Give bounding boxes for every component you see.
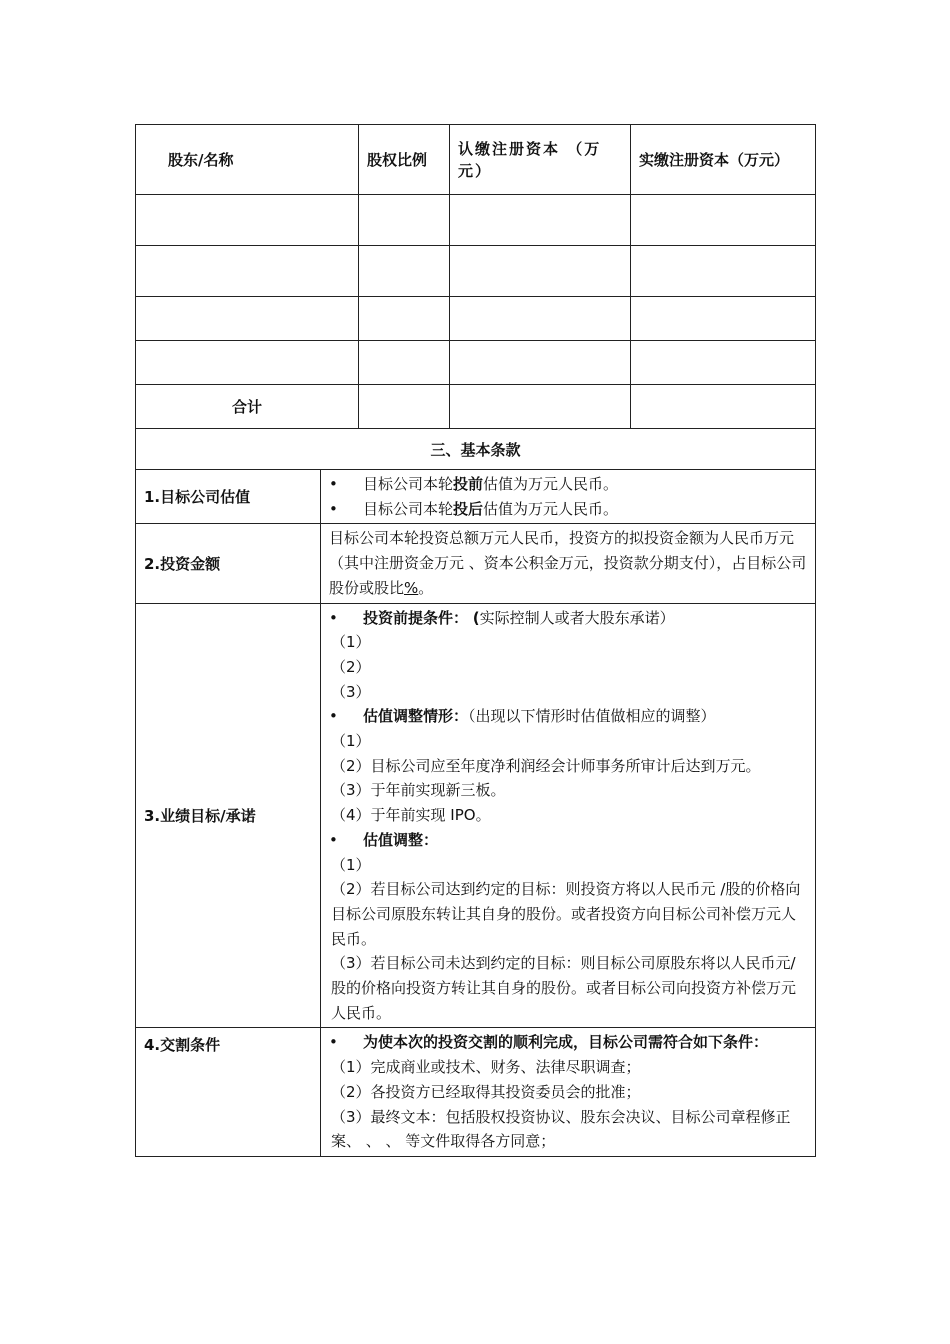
- text-bold: 估值调整：: [363, 830, 439, 849]
- table-row: [136, 246, 816, 297]
- text: 估值为万元人民币。: [483, 475, 619, 493]
- table-cell: [631, 385, 816, 429]
- table-cell: [631, 246, 816, 297]
- text-underlined: %: [404, 578, 419, 597]
- section-title-row: [136, 429, 816, 470]
- bullet-icon: •: [329, 499, 338, 518]
- text-line: （3）于年前实现新三板。: [331, 781, 506, 800]
- table-cell: [631, 195, 816, 246]
- bullet-item: [329, 472, 807, 497]
- bullet-icon: •: [329, 1033, 338, 1052]
- term-row-closing: [136, 1028, 816, 1157]
- term-label-investment: 2.投资金额: [136, 524, 321, 603]
- bullet-icon: •: [329, 475, 338, 493]
- bullet-icon: •: [329, 830, 338, 849]
- header-shareholder-name: 股东/名称: [136, 125, 359, 195]
- table-cell: [450, 341, 631, 385]
- table-cell: [359, 246, 450, 297]
- text: 实际控制人或者大股东承诺）: [479, 608, 675, 627]
- text-bold: 为使本次的投资交割的顺利完成，目标公司需符合如下条件：: [363, 1033, 769, 1052]
- table-cell: [450, 246, 631, 297]
- term-label-closing: 4.交割条件: [136, 1028, 321, 1157]
- table-cell: [359, 341, 450, 385]
- table-cell: [450, 385, 631, 429]
- bullet-item: [329, 704, 807, 729]
- text-line: （3）: [331, 682, 371, 701]
- bullet-item: [329, 606, 807, 631]
- text-line: （2）目标公司应至年度净利润经会计师事务所审计后达到万元。: [331, 756, 761, 775]
- total-row: [136, 385, 816, 429]
- text-line: （4）于年前实现 IPO。: [331, 806, 491, 825]
- bullet-item: [329, 828, 807, 853]
- table-cell: [450, 195, 631, 246]
- header-subscribed-capital: 认缴注册资本 （万元）: [450, 125, 631, 195]
- text-line: （2）: [331, 657, 371, 676]
- text: 估值为万元人民币。: [483, 499, 619, 518]
- table-cell: [359, 195, 450, 246]
- section-title: 三、基本条款: [136, 429, 816, 470]
- bullet-item: [329, 497, 807, 522]
- table-row: [136, 297, 816, 341]
- text-bold: 投前: [453, 475, 484, 493]
- table-cell: [136, 246, 359, 297]
- text-bold: 估值调整情形：: [363, 707, 469, 726]
- bullet-icon: •: [329, 608, 338, 627]
- text-line: （2）若目标公司达到约定的目标：则投资方将以人民币元 /股的价格向目标公司原股东转让其自身的股份。或者投资方向目标公司补偿万元人民币。: [331, 880, 801, 948]
- table-row: [136, 341, 816, 385]
- bullet-icon: •: [329, 707, 338, 726]
- table-cell: [359, 385, 450, 429]
- header-equity-ratio: 股权比例: [359, 125, 450, 195]
- text-bold: (: [472, 608, 480, 627]
- table-cell: [631, 297, 816, 341]
- text-line: （1）: [331, 732, 371, 751]
- term-content-investment: [321, 524, 816, 603]
- text-line: （3）最终文本：包括股权投资协议、股东会决议、目标公司章程修正案、 、 、 等文件取得各方同意；: [331, 1107, 791, 1151]
- text-line: （1）: [331, 633, 371, 652]
- total-label: 合计: [136, 385, 359, 429]
- table-cell: [136, 195, 359, 246]
- shareholder-header-row: [136, 125, 816, 195]
- text-bold: 投资前提条件：: [363, 608, 469, 627]
- text-line: （1）: [331, 855, 371, 874]
- term-row-valuation: [136, 470, 816, 524]
- table-cell: [136, 297, 359, 341]
- table-cell: [359, 297, 450, 341]
- text: 目标公司本轮: [363, 475, 454, 493]
- term-row-investment: [136, 524, 816, 603]
- table-cell: [631, 341, 816, 385]
- term-label-valuation: 1.目标公司估值: [136, 470, 321, 524]
- text-bold: 投后: [453, 499, 484, 518]
- term-content-closing: [321, 1028, 816, 1157]
- table-cell: [450, 297, 631, 341]
- header-paid-capital: 实缴注册资本（万元）: [631, 125, 816, 195]
- text-line: （3）若目标公司未达到约定的目标：则目标公司原股东将以人民币元/股的价格向投资方转让其自身的股份。或者目标公司向投资方补偿万元人民币。: [331, 954, 797, 1022]
- term-content-valuation: [321, 470, 816, 524]
- table-cell: [136, 341, 359, 385]
- text: （出现以下情形时估值做相应的调整）: [468, 707, 716, 726]
- text: 。: [418, 578, 434, 597]
- terms-table: [135, 428, 816, 1157]
- text: 目标公司本轮投资总额万元人民币，投资方的拟投资金额为人民币万元（其中注册资金万元 、资本公积金万元，投资款分期支付），占目标公司股份或股比: [329, 529, 807, 597]
- term-label-performance: 3.业绩目标/承诺: [136, 603, 321, 1028]
- bullet-item: [329, 1030, 807, 1055]
- text-line: （1）完成商业或技术、财务、法律尽职调查；: [331, 1058, 641, 1077]
- table-row: [136, 195, 816, 246]
- text-line: （2）各投资方已经取得其投资委员会的批准；: [331, 1082, 641, 1101]
- term-row-performance: [136, 603, 816, 1028]
- shareholder-table: [135, 124, 816, 429]
- term-content-performance: [321, 603, 816, 1028]
- text: 目标公司本轮: [363, 499, 454, 518]
